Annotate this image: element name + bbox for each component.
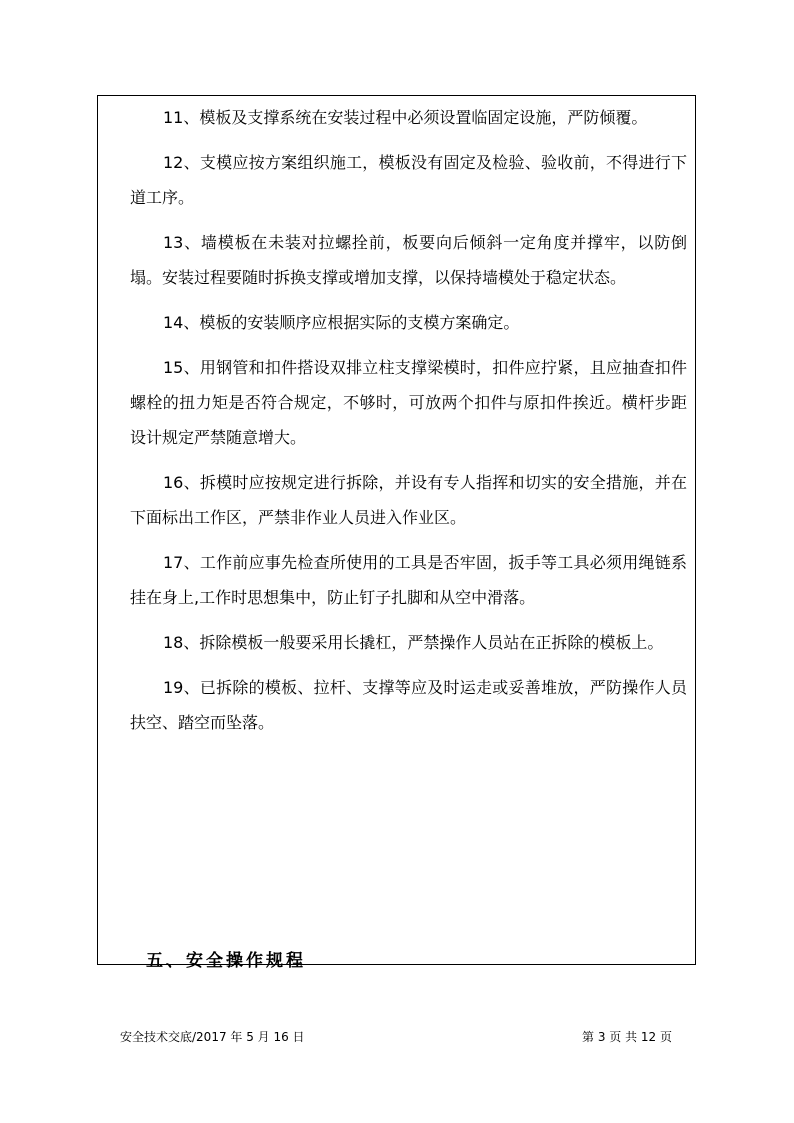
document-frame (97, 95, 696, 971)
paragraph-16: 16、拆模时应按规定进行拆除，并设有专人指挥和切实的安全措施，并在下面标出工作区，严禁非作业人员进入作业区。 (130, 473, 687, 527)
footer-document-info: 安全技术交底/2017 年 5 月 16 日 (120, 1030, 305, 1044)
paragraph-19: 19、已拆除的模板、拉杆、支撑等应及时运走或妥善堆放，严防操作人员扶空、踏空而坠落。 (130, 678, 687, 732)
paragraph-17: 17、工作前应事先检查所使用的工具是否牢固，扳手等工具必须用绳链系挂在身上,工作时思想集中，防止钉子扎脚和从空中滑落。 (130, 553, 687, 607)
footer-page-number: 第 3 页 共 12 页 (582, 1030, 672, 1044)
paragraph-12: 12、支模应按方案组织施工，模板没有固定及检验、验收前，不得进行下道工序。 (130, 153, 687, 207)
paragraph-13: 13、墙模板在未装对拉螺拴前，板要向后倾斜一定角度并撑牢，以防倒塌。安装过程要随时拆换支撑或增加支撑，以保持墙模处于稳定状态。 (130, 233, 687, 287)
section-heading: 五、安全操作规程 (146, 951, 306, 971)
paragraph-15: 15、用钢管和扣件搭设双排立柱支撑梁模时，扣件应拧紧，且应抽查扣件螺栓的扭力矩是否符合规定，不够时，可放两个扣件与原扣件挨近。横杆步距设计规定严禁随意增大。 (130, 358, 687, 447)
paragraph-18: 18、拆除模板一般要采用长撬杠，严禁操作人员站在正拆除的模板上。 (163, 633, 664, 652)
paragraph-14: 14、模板的安装顺序应根据实际的支模方案确定。 (163, 313, 520, 332)
paragraph-11: 11、模板及支撑系统在安装过程中必须设置临固定设施，严防倾覆。 (163, 108, 648, 127)
document-body (130, 100, 687, 750)
